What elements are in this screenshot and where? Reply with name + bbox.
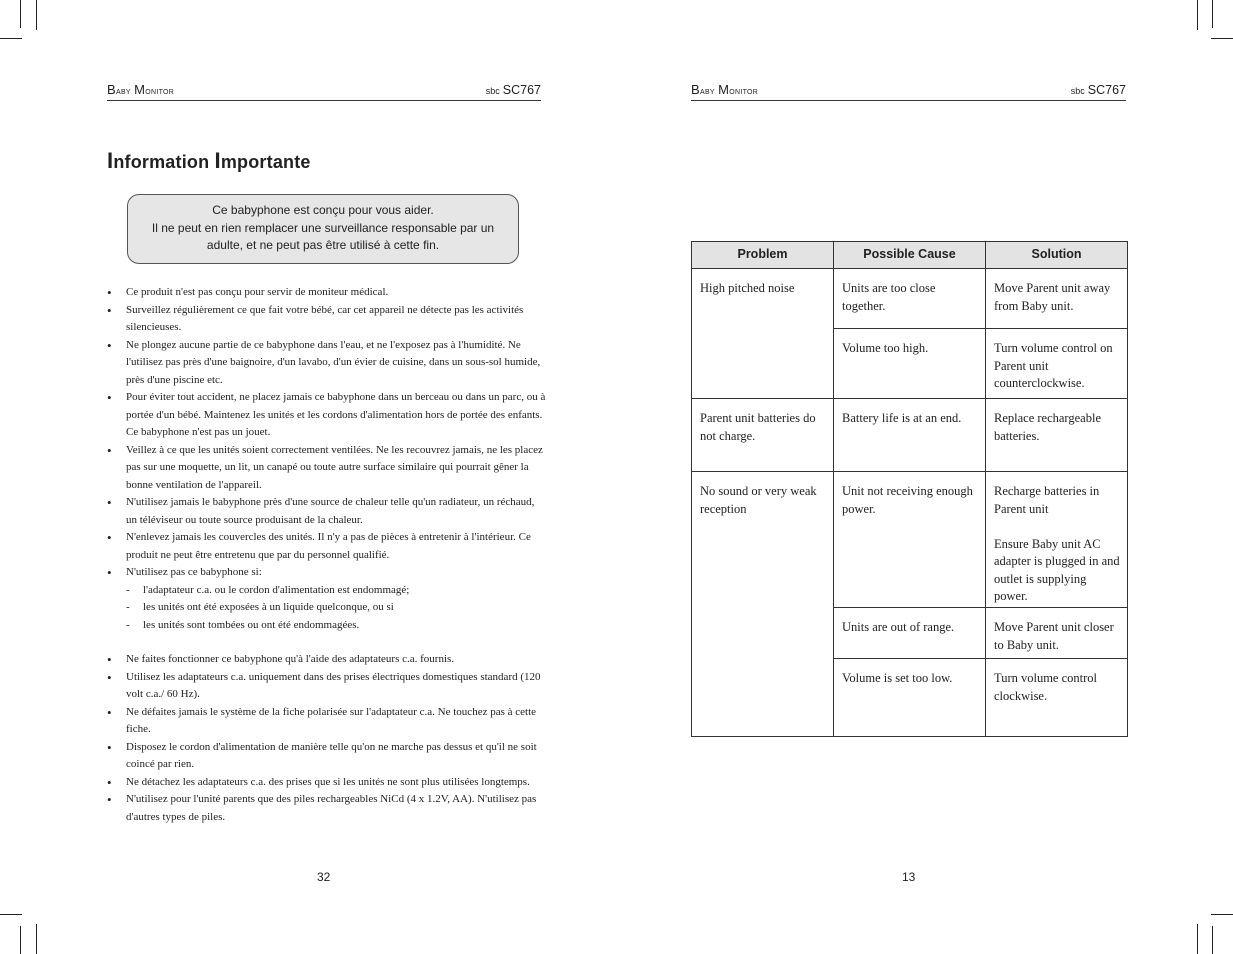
notice-line: adulte, et ne peut pas être utilisé à cette fin. (206, 238, 440, 252)
bullet-marker: • (107, 669, 112, 685)
header-title: Baby Monitor (691, 82, 759, 97)
sub-list-item: - les unités ont été exposées à un liquide quelconque, ou si (107, 599, 547, 617)
list-item: • Surveillez régulièrement ce que fait votre bébé, car cet appareil ne détecte pas les activités silencieuses. (107, 302, 547, 337)
bullet-marker: • (107, 739, 112, 755)
bullet-marker: • (107, 565, 112, 580)
safety-list (107, 284, 547, 826)
list-item: • N'utilisez pour l'unité parents que des piles rechargeables NiCd (4 x 1.2V, AA). N'utilisez pas d'autres types de piles. (107, 791, 547, 826)
header-title: Baby Monitor (107, 82, 175, 97)
bullet-marker: • (107, 792, 112, 807)
problem-cell: No sound or very weak reception (692, 472, 834, 737)
column-header-problem: Problem (692, 242, 834, 269)
solution-cell: Move Parent unit closer to Baby unit. (986, 608, 1128, 659)
solution-cell: Turn volume control on Parent unit counterclockwise. (986, 329, 1128, 399)
list-item: • N'utilisez pas ce babyphone si: (107, 565, 262, 580)
list-spacer (107, 634, 547, 651)
cause-cell: Volume is set too low. (834, 659, 986, 737)
list-item: • Veillez à ce que les unités soient correctement ventilées. Ne les recouvrez jamais, ne les placez pas sur une moquette, un lit, un canapé ou toute autre surface similaire qui pourrait gêner la bonne ventilation de l'appareil. (107, 442, 547, 495)
header-model: sbc SC767 (485, 83, 541, 97)
bullet-marker: • (107, 285, 112, 300)
section-title: Information Importante (107, 148, 311, 173)
cause-cell: Unit not receiving enough power. (834, 472, 986, 608)
list-item: • Pour éviter tout accident, ne placez jamais ce babyphone dans un berceau ou dans un parc, ou à portée d'un bébé. Maintenez les unités et les cordons d'alimentation hors de portée des enfants. Ce babyphone n'est pas un jouet. (107, 389, 547, 442)
list-item: • Ne détachez les adaptateurs c.a. des prises que si les unités ne sont plus utilisées longtemps. (107, 774, 530, 790)
bullet-marker: • (107, 302, 112, 318)
list-item: • Utilisez les adaptateurs c.a. uniquement dans des prises électriques domestiques standard (120 volt c.a./ 60 Hz). (107, 669, 547, 704)
bullet-marker: • (107, 652, 112, 667)
notice-line: Il ne peut en rien remplacer une surveillance responsable par un (151, 220, 495, 235)
sub-list-item: - l'adaptateur c.a. ou le cordon d'alimentation est endommagé; (107, 582, 547, 600)
list-item: • Ne plongez aucune partie de ce babyphone dans l'eau, et ne l'exposez pas à l'humidité. Ne l'utilisez pas près d'une baignoire, d'un lavabo, d'un évier de cuisine, dans un sous-sol humide, près d'une piscine etc. (107, 337, 547, 390)
bullet-marker: • (107, 774, 112, 790)
dash-marker: - (126, 601, 130, 613)
header-model: sbc SC767 (1070, 83, 1126, 97)
cause-cell: Units are too close together. (834, 269, 986, 329)
dash-marker: - (126, 618, 130, 631)
notice-box (127, 194, 519, 264)
bullet-marker: • (107, 442, 112, 458)
bullet-marker: • (107, 530, 112, 545)
table-row (692, 472, 1128, 608)
list-item: • Ne faites fonctionner ce babyphone qu'à l'aide des adaptateurs c.a. fournis. (107, 652, 455, 667)
solution-cell: Turn volume control clockwise. (986, 659, 1128, 737)
list-item: • Ce produit n'est pas conçu pour servir de moniteur médical. (107, 285, 389, 300)
column-header-cause: Possible Cause (834, 242, 986, 269)
bullet-marker: • (107, 390, 112, 405)
bullet-marker: • (107, 337, 112, 353)
dash-marker: - (126, 583, 130, 596)
table-header-row (692, 242, 1128, 269)
right-page (616, 0, 1233, 954)
bullet-marker: • (107, 704, 112, 720)
list-item: • N'enlevez jamais les couvercles des unités. Il n'y a pas de pièces à entretenir à l'intérieur. Ce produit ne peut être entretenu que par du personnel qualifié. (107, 529, 547, 564)
notice-line: Ce babyphone est conçu pour vous aider. (212, 203, 434, 217)
table-row (692, 269, 1128, 329)
solution-cell: Recharge batteries in Parent unit Ensure Baby unit AC adapter is plugged in and outlet is supplying power. (986, 472, 1128, 608)
troubleshooting-table (691, 241, 1128, 737)
page-number: 13 (902, 870, 916, 884)
cause-cell: Volume too high. (834, 329, 986, 399)
cause-cell: Battery life is at an end. (834, 399, 986, 472)
problem-cell: Parent unit batteries do not charge. (692, 399, 834, 472)
page-header (691, 80, 1126, 101)
bullet-marker: • (107, 495, 112, 510)
table-row (692, 399, 1128, 472)
page-header (107, 80, 541, 101)
list-item: • N'utilisez jamais le babyphone près d'une source de chaleur telle qu'un radiateur, un réchaud, un téléviseur ou toute source produisant de la chaleur. (107, 494, 547, 529)
sub-list-item: - les unités sont tombées ou ont été endommagées. (107, 617, 547, 635)
list-item: • Ne défaites jamais le système de la fiche polarisée sur l'adaptateur c.a. Ne touchez pas à cette fiche. (107, 704, 547, 739)
solution-cell: Move Parent unit away from Baby unit. (986, 269, 1128, 329)
solution-cell: Replace rechargeable batteries. (986, 399, 1128, 472)
page-number: 32 (317, 870, 331, 884)
cause-cell: Units are out of range. (834, 608, 986, 659)
list-item: • Disposez le cordon d'alimentation de manière telle qu'on ne marche pas dessus et qu'il ne soit coincé par rien. (107, 739, 547, 774)
problem-cell: High pitched noise (692, 269, 834, 399)
column-header-solution: Solution (986, 242, 1128, 269)
